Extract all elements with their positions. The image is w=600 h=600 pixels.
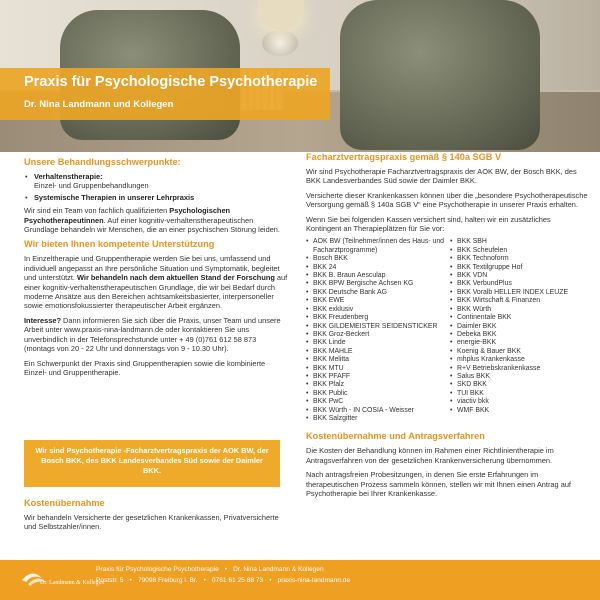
insurance-list-item: • BKK Scheufelen <box>450 247 588 255</box>
left-column <box>24 157 289 382</box>
hero-photo <box>0 0 600 148</box>
paragraph-application: Die Kosten der Behandlung können im Rahmen einer Richtlinientherapie im Antragsverfahren von der gesetzlichen Krankenversicherung übernommen. <box>306 446 554 465</box>
insurance-list-item: • Debeka BKK <box>450 331 588 339</box>
paragraph-insured: Versicherte dieser Krankenkassen können über die „besondere Psychotherapeutische Versorgung gemäß § 140a SGB V“ eine Psychotherapie in unserer Praxis erhalten. <box>306 190 588 210</box>
contract-highlight-text: Wir sind Psychotherapie -Facharztvertragspraxis der AOK BW, der Bosch BKK, des BKK Landesverbandes Süd sowie der Daimler BKK. <box>35 446 269 475</box>
contract-highlight-box <box>24 440 280 487</box>
footer-line-2: Poststr. 5 • 79098 Freiburg i. Br. • 0761 61 25 88 73 • praxis-nina-landmann.de <box>96 577 351 584</box>
insurance-list-item: • TUI BKK <box>450 390 588 398</box>
insurance-list-item: • BKK Technoform <box>450 255 588 263</box>
insurance-list-item: • mhplus Krankenkasse <box>450 356 588 364</box>
insurance-list-item: • BKK Voralb HELLER INDEX LEUZE <box>450 289 588 297</box>
insurance-list-item: • BKK BPW Bergische Achsen KG <box>306 280 450 288</box>
insurance-list-item: • BKK VDN <box>450 272 588 280</box>
insurance-list-item: • BKK B. Braun Aesculap <box>306 272 450 280</box>
insurance-list-2 <box>450 238 588 423</box>
insurance-list-item: • energie-BKK <box>450 339 588 347</box>
bullet-verhaltenstherapie: • Verhaltenstherapie: Einzel- und Gruppenbehandlungen <box>24 172 289 191</box>
paragraph-team: Wir sind ein Team von fachlich qualifizierten Psychologischen Psychotherapeutinnen. Auf einer kognitiv-verhaltenstherapeutischen Grundlage behandeln wir Menschen, die an einer psychischen Störung leiden. <box>24 206 280 235</box>
insurance-list-item: • BKK 24 <box>306 264 450 272</box>
insurance-list-item: • BKK Linde <box>306 339 450 347</box>
insurance-list-item: • BKK MAHLE <box>306 348 450 356</box>
paragraph-therapy: In Einzeltherapie und Gruppentherapie werden Sie bei uns, umfassend und individuell angepasst an Ihre persönliche Situation und Symptomatik, begleitet und unterstützt. Wir behandeln nach dem aktuellen Stand der Forschung auf einer kognitiv-verhaltenstherapeutischen Grundlage, die wir bei Bedarf durch moderne Ansätze aus den Bereichen achtsamkeitsbasierter, interpersoneller sowie emotionsfokussierter therapeutischer Arbeit ergänzen. <box>24 254 288 311</box>
heading-contract-practice: Facharztvertragspraxis gemäß § 140a SGB V <box>306 152 502 162</box>
insurance-list-item: • BKK Textilgruppe Hof <box>450 264 588 272</box>
heading-application: Kostenübernahme und Antragsverfahren <box>306 431 485 442</box>
insurance-list-item: • BKK Public <box>306 390 450 398</box>
insurance-list-item: • SKD BKK <box>450 381 588 389</box>
practice-logo <box>18 566 105 596</box>
insurance-list-item: • BKK Freudenberg <box>306 314 450 322</box>
page-title: Praxis für Psychologische Psychotherapie <box>24 74 318 90</box>
paragraph-costs: Wir behandeln Versicherte der gesetzlichen Krankenkassen, Privatversicherte und Selbstzahler/innen. <box>24 513 279 532</box>
insurance-list-item: • BKK Salzgitter <box>306 415 450 423</box>
title-banner <box>0 68 330 120</box>
insurance-list-item: • BKK Würth - IN COSIA - Weisser <box>306 407 450 415</box>
footer <box>0 560 600 600</box>
insurance-list-item: • WMF BKK <box>450 407 588 415</box>
left-costs <box>24 498 289 537</box>
insurance-list-item: • BKK Deutsche Bank AG <box>306 289 450 297</box>
insurance-list-item: • BKK MTU <box>306 365 450 373</box>
insurance-list-item: • AOK BW (Teilnehmer/innen des Haus- und Facharztprogramme) <box>306 238 450 255</box>
insurance-list-item: • Salus BKK <box>450 373 588 381</box>
insurance-list-item: • BKK Würth <box>450 306 588 314</box>
heading-costs: Kostenübernahme <box>24 498 105 508</box>
page-subtitle: Dr. Nina Landmann und Kollegen <box>24 99 174 110</box>
right-column <box>306 152 588 503</box>
insurance-list-item: • BKK Groz-Beckert <box>306 331 450 339</box>
insurance-list-item: • BKK GILDEMEISTER SEIDENSTICKER <box>306 323 450 331</box>
insurance-list-item: • BKK Melitta <box>306 356 450 364</box>
heading-support: Wir bieten Ihnen kompetente Unterstützung <box>24 239 215 250</box>
footer-line-1: Praxis für Psychologische Psychotherapie • Dr. Nina Landmann & Kollegen <box>96 566 324 573</box>
insurance-list-item: • BKK exklusiv <box>306 306 450 314</box>
insurance-list-item: • Koenig & Bauer BKK <box>450 348 588 356</box>
insurance-list-item: • BKK PFAFF <box>306 373 450 381</box>
insurance-list-item: • Continentale BKK <box>450 314 588 322</box>
paragraph-groups: Ein Schwerpunkt der Praxis sind Gruppentherapien sowie die kombinierte Einzel- und Gruppentherapie. <box>24 358 266 377</box>
paragraph-contingent: Wenn Sie bei folgenden Kassen versichert sind, halten wir ein zusätzliches Kontingent an Therapieplätzen für Sie vor: <box>306 214 551 234</box>
lamp-base <box>262 30 298 56</box>
heading-treatment-focus: Unsere Behandlungsschwerpunkte: <box>24 157 181 167</box>
insurance-list-item: • BKK EWE <box>306 297 450 305</box>
insurance-list-item: • BKK Pfalz <box>306 381 450 389</box>
armchair-right <box>340 0 540 150</box>
paragraph-probatory: Nach antragsfreien Probesitzungen, in denen Sie erste Erfahrungen im therapeutischen Prozess sammeln können, stellen wir mit Ihnen einen Antrag auf Psychotherapie bei Ihrer Krankenkasse. <box>306 470 571 498</box>
insurance-list-item: • Bosch BKK <box>306 255 450 263</box>
insurance-list-item: • BKK SBH <box>450 238 588 246</box>
paragraph-contract: Wir sind Psychotherapie Facharztvertragspraxis der AOK BW, der Bosch BKK, des BKK Landesverbandes Süd sowie der Daimler BKK. <box>306 167 577 186</box>
insurance-lists <box>306 238 588 423</box>
insurance-list-item: • Daimler BKK <box>450 323 588 331</box>
insurance-list-item: • BKK Wirtschaft & Finanzen <box>450 297 588 305</box>
insurance-list-item: • viactiv bkk <box>450 398 588 406</box>
insurance-list-item: • R+V Betriebskrankenkasse <box>450 365 588 373</box>
insurance-list-item: • BKK VerbundPlus <box>450 280 588 288</box>
paragraph-contact: Interesse? Dann informieren Sie sich über die Praxis, unser Team und unsere Arbeit unter www.praxis-nina-landmann.de oder kontaktieren Sie uns unverbindlich in der Telefonsprechstunde unter + 49 (0)761 612 58 873 (montags von 20 - 22 Uhr und donnerstags von 9 - 10.30 Uhr). <box>24 315 281 354</box>
logo-text: Dr. Landmann & Kollegen <box>40 580 105 586</box>
bullet-systemische: • Systemische Therapien in unserer Lehrpraxis <box>24 193 289 202</box>
insurance-list-item: • BKK PwC <box>306 398 450 406</box>
insurance-list-1 <box>306 238 450 423</box>
